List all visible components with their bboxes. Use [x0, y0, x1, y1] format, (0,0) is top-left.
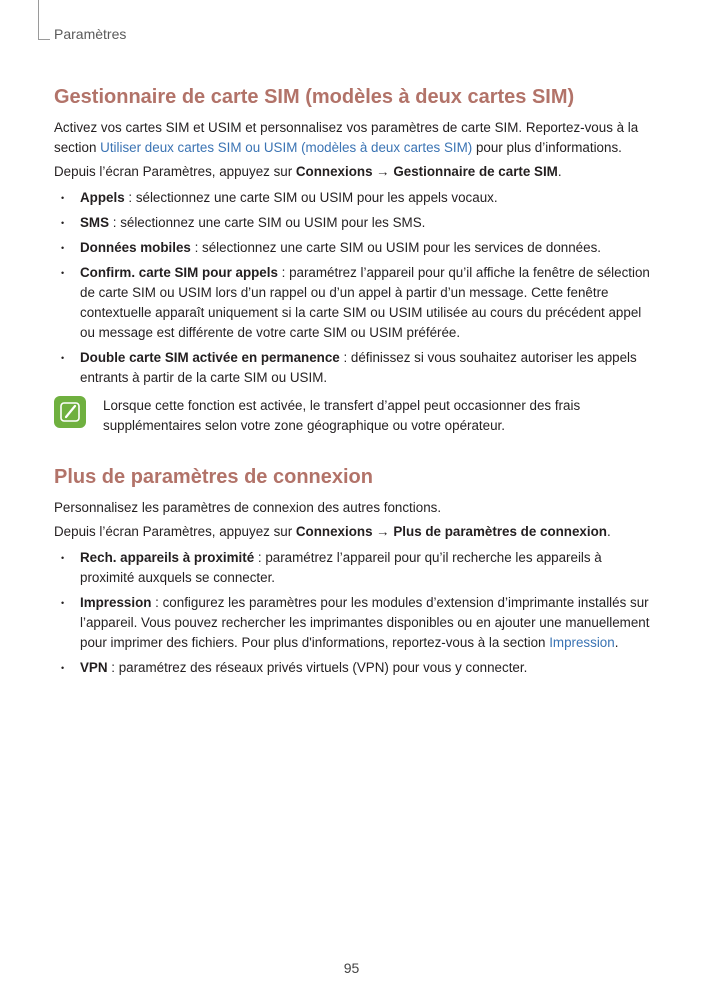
note-box — [54, 396, 654, 436]
item-desc: : paramétrez l’appareil pour qu’il recherche les appareils à proximité auxquels se connecter. — [80, 550, 602, 585]
path-item: Gestionnaire de carte SIM — [393, 164, 558, 179]
page-content — [54, 84, 654, 683]
path-item: Plus de paramètres de connexion — [393, 524, 607, 539]
item-desc: : sélectionnez une carte SIM ou USIM pour les services de données. — [190, 240, 601, 255]
section-title: Plus de paramètres de connexion — [54, 466, 373, 488]
page-number: 95 — [343, 960, 360, 976]
item-term: Appels — [80, 190, 125, 205]
page-corner-mark — [38, 0, 39, 40]
sim-manager-section — [54, 84, 654, 436]
item-tail: . — [614, 635, 619, 650]
page-corner-mark — [38, 39, 50, 40]
item-desc: : configurez les paramètres pour les modules d’extension d’imprimante installés sur l’appareil. Vous pouvez rechercher les imprimantes disponibles ou en ajouter une manuellement pour imprimer des fichiers. Pour plus d'informations, reportez-vous à la section — [80, 595, 650, 650]
path-end: . — [557, 164, 562, 179]
more-connection-settings-section — [54, 464, 654, 678]
list-item — [54, 593, 654, 653]
list-item — [54, 548, 654, 588]
navigation-path — [54, 522, 654, 542]
printing-link[interactable]: Impression — [549, 635, 615, 650]
section-title: Gestionnaire de carte SIM (modèles à deux cartes SIM) — [54, 86, 575, 108]
dual-sim-link[interactable]: Utiliser deux cartes SIM ou USIM (modèles à deux cartes SIM) — [100, 140, 473, 155]
list-item — [54, 263, 654, 343]
intro-paragraph: Personnalisez les paramètres de connexion des autres fonctions. — [54, 500, 442, 515]
item-desc: : définissez si vous souhaitez autoriser les appels entrants à partir de la carte SIM ou USIM. — [80, 350, 637, 385]
path-prefix: Depuis l’écran Paramètres, appuyez sur — [54, 164, 296, 179]
path-arrow: → — [372, 164, 394, 179]
pencil-icon — [58, 400, 82, 424]
list-item — [54, 658, 654, 678]
item-term: Double carte SIM activée en permanence — [80, 350, 340, 365]
list-item — [54, 213, 654, 233]
note-text: Lorsque cette fonction est activée, le transfert d’appel peut occasionner des frais supplémentaires selon votre zone géographique ou votre opérateur. — [103, 398, 581, 433]
item-desc: : sélectionnez une carte SIM ou USIM pour les SMS. — [109, 215, 426, 230]
intro-text-after: pour plus d’informations. — [472, 140, 622, 155]
note-pencil-icon — [54, 396, 86, 428]
item-term: Données mobiles — [80, 240, 191, 255]
item-desc: : paramétrez l’appareil pour qu’il affiche la fenêtre de sélection de carte SIM ou USIM lors d’un rappel ou d’un appel à partir d’un message. Cette fenêtre contextuelle apparaît uniquement si la carte SIM ou USIM utilisée au cours du précédent appel ou message est différente de votre carte SIM ou USIM préférée. — [80, 265, 650, 340]
list-item — [54, 188, 654, 208]
path-item: Connexions — [295, 164, 373, 179]
option-list — [54, 548, 654, 678]
option-list — [54, 188, 654, 388]
navigation-path — [54, 162, 654, 182]
item-desc: : sélectionnez une carte SIM ou USIM pour les appels vocaux. — [124, 190, 498, 205]
item-term: Confirm. carte SIM pour appels — [80, 265, 278, 280]
item-term: Impression — [80, 595, 152, 610]
list-item — [54, 348, 654, 388]
path-prefix: Depuis l’écran Paramètres, appuyez sur — [54, 524, 296, 539]
path-end: . — [606, 524, 611, 539]
item-desc: : paramétrez des réseaux privés virtuels (VPN) pour vous y connecter. — [107, 660, 528, 675]
intro-text: Activez vos cartes SIM et USIM et personnalisez vos paramètres de carte SIM. Reportez-vous à la section — [54, 120, 639, 155]
list-item — [54, 238, 654, 258]
item-term: SMS — [80, 215, 110, 230]
item-term: VPN — [80, 660, 108, 675]
path-arrow: → — [372, 524, 394, 539]
path-item: Connexions — [295, 524, 373, 539]
running-header: Paramètres — [54, 26, 127, 42]
intro-paragraph — [54, 118, 654, 158]
item-term: Rech. appareils à proximité — [80, 550, 255, 565]
